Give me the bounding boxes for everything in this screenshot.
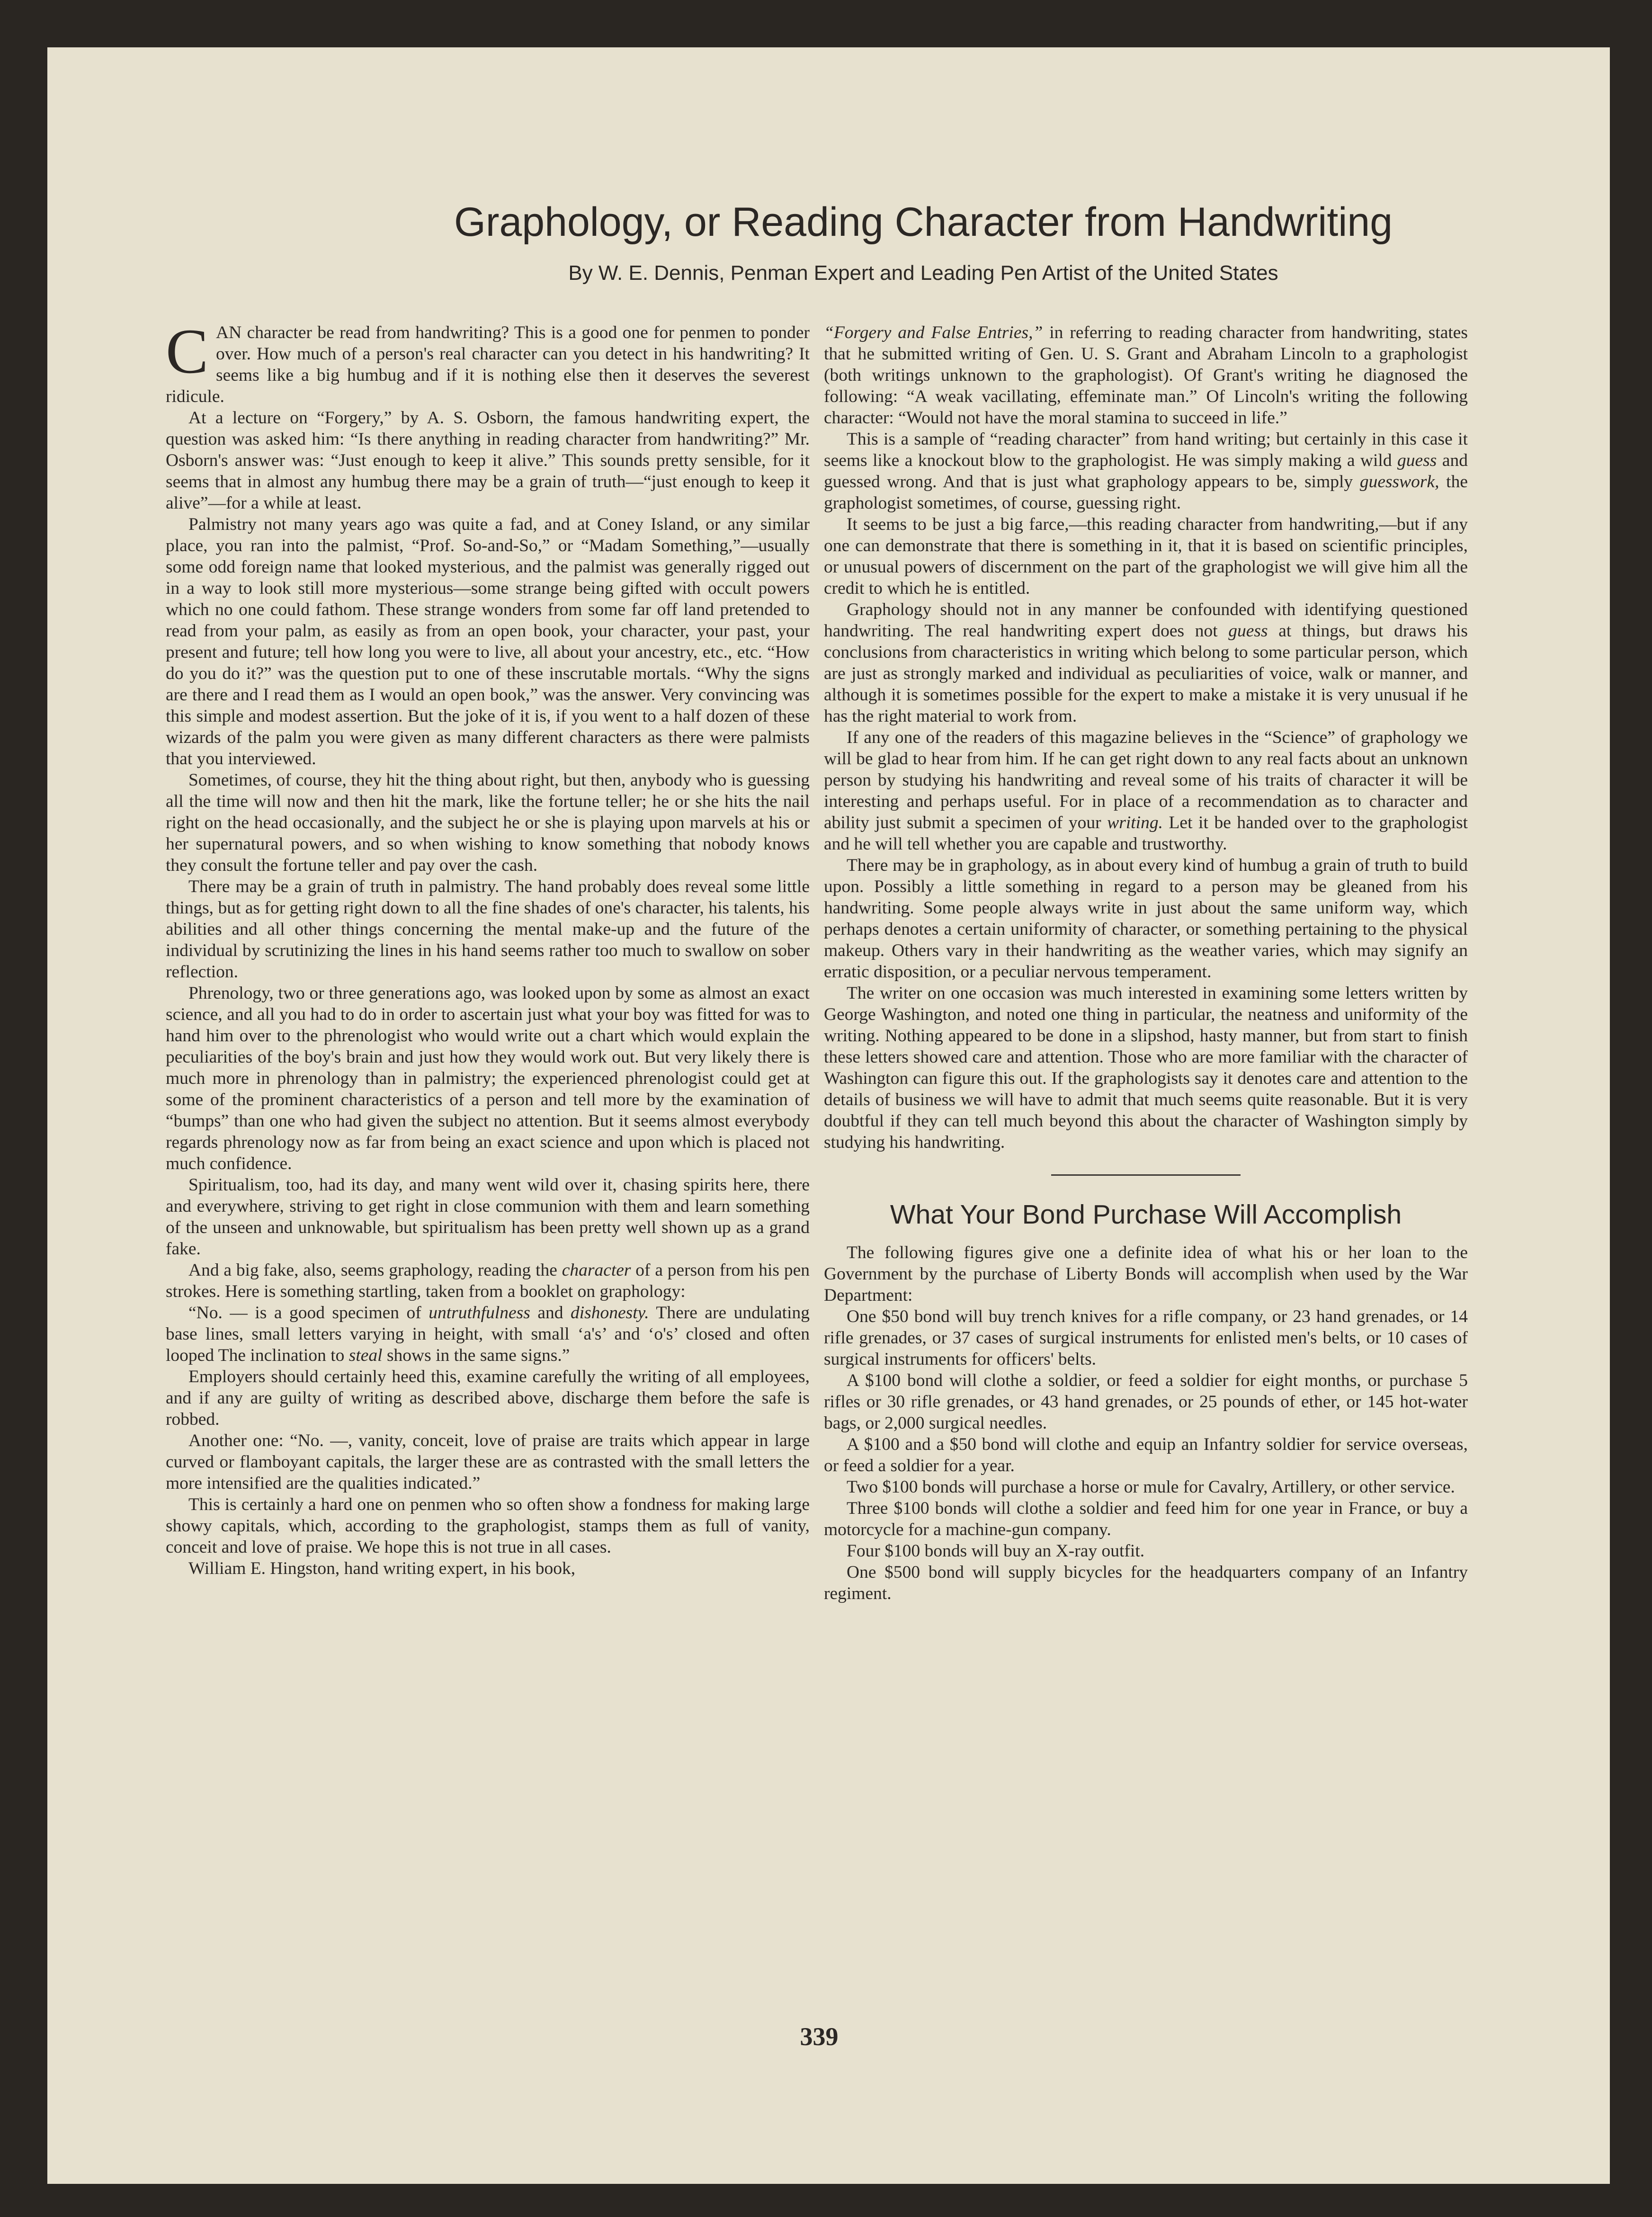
quoted-paragraph: “No. — is a good specimen of untruthfulness and dishonesty. There are undulating base lines, small letters varying in height, with small ‘a's’ and ‘o's’ closed and often looped The inclination to steal shows in the same signs.”	[166, 1303, 810, 1365]
paragraph: Spiritualism, too, had its day, and many went wild over it, chasing spirits here, there and everywhere, striving to get right in close communion with them and learn something of the unseen and unknowable, but spiritualism has been pretty well shown up as a grand fake.	[166, 1175, 810, 1259]
left-column	[166, 316, 810, 1579]
emphasis: dishonesty.	[570, 1303, 649, 1323]
paragraph: Palmistry not many years ago was quite a fad, and at Coney Island, or any similar place, you ran into the palmist, “Prof. So-and-So,” or “Madam Something,”—usually some odd foreign name that looked mysterious, and the palmist was generally rigged out in a way to look still more mysterious—some strange being gifted with occult powers which no one could fathom. These strange wonders from some far off land pretended to read from your palm, as easily as from an open book, your character, your past, your present and future; tell how long you were to live, all about your ancestry, etc., etc. “How do you do it?” was the question put to one of these inscrutable mortals. “Why the signs are there and I read them as I would an open book,” was the answer. Very convincing was this simple and modest assertion. But the joke of it is, if you went to a half dozen of these wizards of the palm you were given as many different characters as there were palmists that you interviewed.	[166, 515, 810, 769]
paragraph: William E. Hingston, hand writing expert, in his book,	[188, 1559, 576, 1578]
paragraph: Another one: “No. —, vanity, conceit, love of praise are traits which appear in large curved or flamboyant capitals, the larger these are as contrasted with the small letters the more intensified are the qualities indicated.”	[166, 1431, 810, 1493]
paragraph: CAN character be read from handwriting? This is a good one for penmen to ponder over. How much of a person's real character can you detect in his handwriting? It seems like a big humbug and if it is nothing else then it deserves the severest ridicule.	[166, 316, 810, 406]
paragraph: This is a sample of “reading character” from hand writing; but certainly in this case it seems like a knockout blow to the graphologist. He was simply making a wild guess and guessed wrong. And that is just what graphology appears to be, simply guesswork, the graphologist sometimes, of course, guessing right.	[824, 429, 1468, 513]
paragraph: It seems to be just a big farce,—this reading character from handwriting,—but if any one can demonstrate that there is something in it, that it is based on scientific principles, or unusual powers of discernment on the part of the graphologist we will give him all the credit to which he is entitled.	[824, 515, 1468, 598]
emphasis: untruthfulness	[429, 1303, 530, 1323]
drop-cap: C	[166, 316, 209, 387]
paragraph: The writer on one occasion was much interested in examining some letters written by George Washington, and noted one thing in particular, the neatness and uniformity of the writing. Nothing appeared to be done in a slipshod, hasty manner, but from start to finish these letters showed care and attention. Those who are more familiar with the character of Washington can figure this out. If the graphologists say it denotes care and attention to the details of business we will have to admit that much seems quite reasonable. But it is very doubtful if they can tell much beyond this about the character of Washington simply by studying his handwriting.	[824, 983, 1468, 1152]
emphasis: guesswork,	[1359, 472, 1439, 492]
page-number: 339	[800, 2022, 839, 2051]
paragraph: Two $100 bonds will purchase a horse or mule for Cavalry, Artillery, or other service.	[847, 1477, 1455, 1497]
paragraph: One $500 bond will supply bicycles for the headquarters company of an Infantry regiment.	[824, 1563, 1468, 1603]
article-byline: By W. E. Dennis, Penman Expert and Leading Pen Artist of the United States	[568, 261, 1278, 285]
paragraph: Graphology should not in any manner be confounded with identifying questioned handwriting. The real handwriting expert does not guess at things, but draws his conclusions from characteristics in writing which belong to some particular person, which are just as strongly marked and individual as peculiarities of voice, walk or manner, and although it is sometimes possible for the expert to make a mistake it is very unusual if he has the right material to work from.	[824, 600, 1468, 726]
emphasis: guess	[1397, 451, 1437, 470]
paragraph: A $100 and a $50 bond will clothe and equip an Infantry soldier for service overseas, or feed a soldier for a year.	[824, 1435, 1468, 1475]
paragraph: “Forgery and False Entries,” in referring to reading character from handwriting, states that he submitted writing of Gen. U. S. Grant and Abraham Lincoln to a graphologist (both writings unknown to the graphologist). Of Grant's writing he diagnosed the following: “A weak vacillating, effeminate man.” Of Lincoln's writing the following character: “Would not have the moral stamina to succeed in life.”	[824, 323, 1468, 428]
paragraph: If any one of the readers of this magazine believes in the “Science” of graphology we will be glad to hear from him. If he can get right down to any real facts about an unknown person by studying his handwriting and reveal some of his traits of character it will be interesting and perhaps useful. For in place of a recommendation as to character and ability just submit a specimen of your writing. Let it be handed over to the graphologist and he will tell whether you are capable and trustworthy.	[824, 728, 1468, 854]
emphasis: character	[562, 1260, 631, 1280]
emphasis: guess	[1228, 621, 1268, 641]
paragraph: Employers should certainly heed this, examine carefully the writing of all employees, and if any are guilty of writing as described above, discharge them before the safe is robbed.	[166, 1367, 810, 1429]
paragraph: There may be a grain of truth in palmistry. The hand probably does reveal some little things, but as for getting right down to all the fine shades of one's character, his talents, his abilities and all other things concerning the mental make-up and the future of the individual by scrutinizing the lines in his hand seems rather too much to swallow on sober reflection.	[166, 877, 810, 982]
paragraph: Four $100 bonds will buy an X-ray outfit.	[847, 1541, 1145, 1561]
section-divider	[1051, 1174, 1241, 1176]
paragraph: Phrenology, two or three generations ago, was looked upon by some as almost an exact science, and all you had to do in order to ascertain just what your boy was fitted for was to hand him over to the phrenologist who would write out a chart which would explain the peculiarities of the boy's brain and just how they would work out. But very likely there is much more in phrenology than in palmistry; the experienced phrenologist could get at some of the prominent characteristics of a person and tell more by the examination of “bumps” than one who had given the subject no attention. But it seems almost everybody regards phrenology now as far from being an exact science and upon which is placed not much confidence.	[166, 983, 810, 1173]
emphasis: steal	[348, 1346, 383, 1365]
article-title: Graphology, or Reading Character from Handwriting	[454, 199, 1393, 245]
book-title: “Forgery and False Entries,”	[824, 323, 1043, 342]
page-binding-edge	[0, 0, 47, 2217]
paragraph: Three $100 bonds will clothe a soldier and feed him for one year in France, or buy a motorcycle for a machine-gun company.	[824, 1499, 1468, 1539]
paragraph: At a lecture on “Forgery,” by A. S. Osborn, the famous handwriting expert, the question was asked him: “Is there anything in reading character from handwriting?” Mr. Osborn's answer was: “Just enough to keep it alive.” This sounds pretty sensible, for it seems that in almost any humbug there may be a grain of truth—“just enough to keep it alive”—for a while at least.	[166, 408, 810, 513]
right-column	[824, 322, 1468, 1604]
paragraph: A $100 bond will clothe a soldier, or feed a soldier for eight months, or purchase 5 rifles or 30 rifle grenades, or 43 hand grenades, or 25 pounds of ether, or 145 hot-water bags, or 2,000 surgical needles.	[824, 1371, 1468, 1433]
emphasis: writing.	[1107, 813, 1163, 832]
paragraph: And a big fake, also, seems graphology, reading the character of a person from his pen strokes. Here is something startling, taken from a booklet on graphology:	[166, 1260, 810, 1301]
section-title: What Your Bond Purchase Will Accomplish	[890, 1199, 1402, 1230]
paragraph: The following figures give one a definite idea of what his or her loan to the Government by the purchase of Liberty Bonds will accomplish when used by the War Department:	[824, 1243, 1468, 1305]
paragraph: There may be in graphology, as in about every kind of humbug a grain of truth to build upon. Possibly a little something in regard to a person may be gleaned from his handwriting. Some people always write in just about the same uniform way, which perhaps denotes a certain uniformity of character, or something pertaining to the physical makeup. Others vary in their handwriting as the weather varies, which may signify an erratic disposition, or a peculiar nervous temperament.	[824, 856, 1468, 982]
paragraph: This is certainly a hard one on penmen who so often show a fondness for making large showy capitals, which, according to the graphologist, stamps them as full of vanity, conceit and love of praise. We hope this is not true in all cases.	[166, 1495, 810, 1557]
paragraph: One $50 bond will buy trench knives for a rifle company, or 23 hand grenades, or 14 rifle grenades, or 37 cases of surgical instruments for enlisted men's belts, or 10 cases of surgical instruments for officers' belts.	[824, 1307, 1468, 1369]
paragraph: Sometimes, of course, they hit the thing about right, but then, anybody who is guessing all the time will now and then hit the mark, like the fortune teller; he or she hits the nail right on the head occasionally, and the subject he or she is playing upon marvels at his or her supernatural powers, and so when wishing to know something that nobody knows they consult the fortune teller and pay over the cash.	[166, 770, 810, 875]
